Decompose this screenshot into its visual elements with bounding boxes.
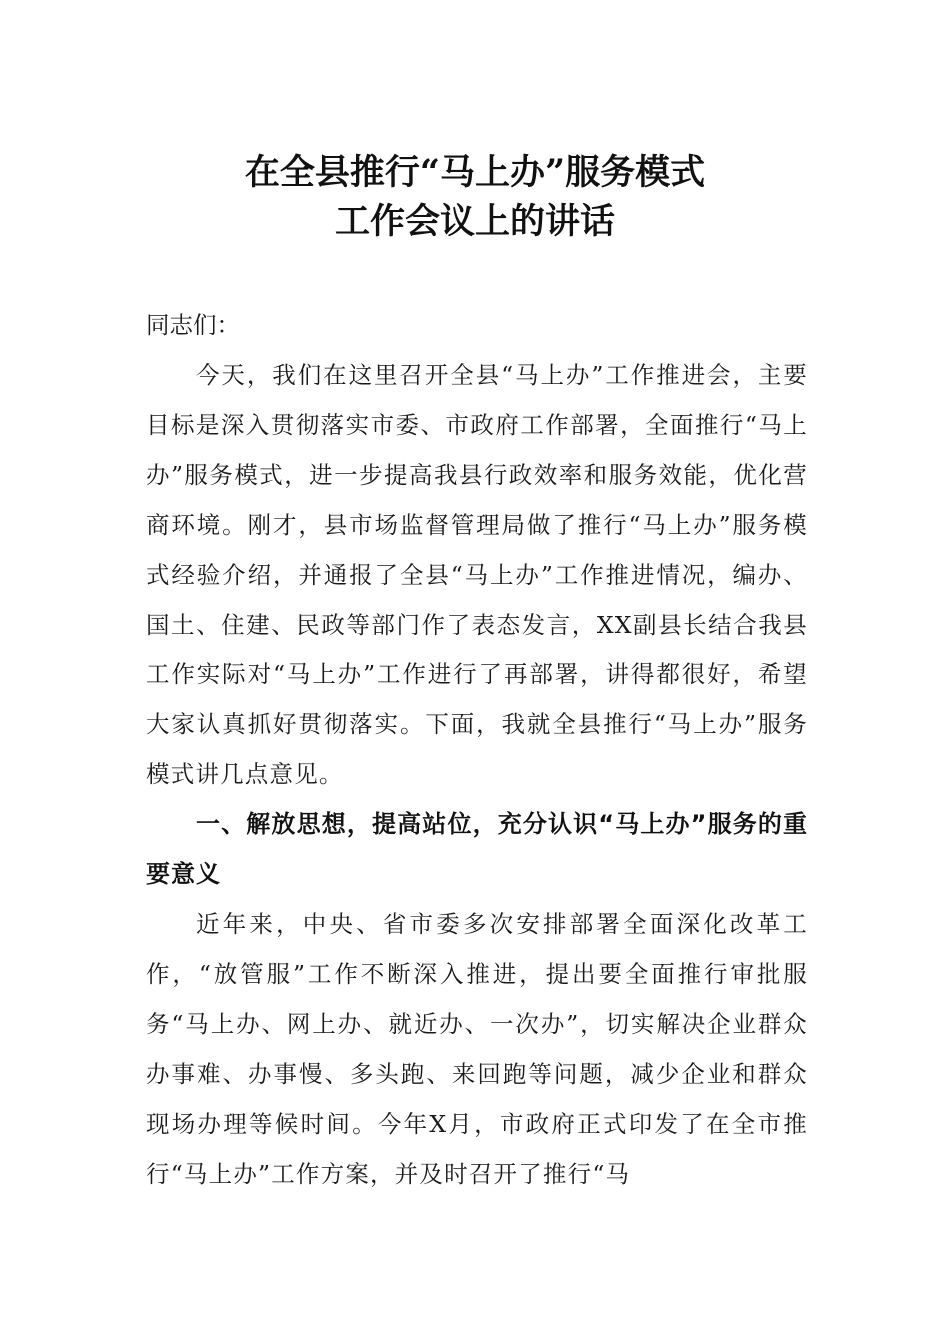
- document-title-line-2: 工作会议上的讲话: [334, 201, 615, 242]
- document-title-line-1: 在全县推行“马上办”服务模式: [244, 152, 706, 193]
- salutation: 同志们：: [146, 311, 240, 339]
- paragraph-section-1: 近年来，中央、省市委多次安排部署全面深化改革工作，“放管服”工作不断深入推进，提出要全面推行审批服务“马上办、网上办、就近办、一次办”，切实解决企业群众办事难、办事慢、多头跑、来回跑等问题，减少企业和群众现场办理等候时间。今年X月，市政府正式印发了在全市推行“马上办”工作方案，并及时召开了推行“马: [146, 910, 808, 1188]
- paragraph-opening: 今天，我们在这里召开全县“马上办”工作推进会，主要目标是深入贯彻落实市委、市政府工作部署，全面推行“马上办”服务模式，进一步提高我县行政效率和服务效能，优化营商环境。刚才，县市场监督管理局做了推行“马上办”服务模式经验介绍，并通报了全县“马上办”工作推进情况，编办、国土、住建、民政等部门作了表态发言，XX副县长结合我县工作实际对“马上办”工作进行了再部署，讲得都很好，希望大家认真抓好贯彻落实。下面，我就全县推行“马上办”服务模式讲几点意见。: [146, 361, 808, 789]
- section-heading-1: 一、解放思想，提高站位，充分认识“马上办”服务的重要意义: [146, 810, 808, 888]
